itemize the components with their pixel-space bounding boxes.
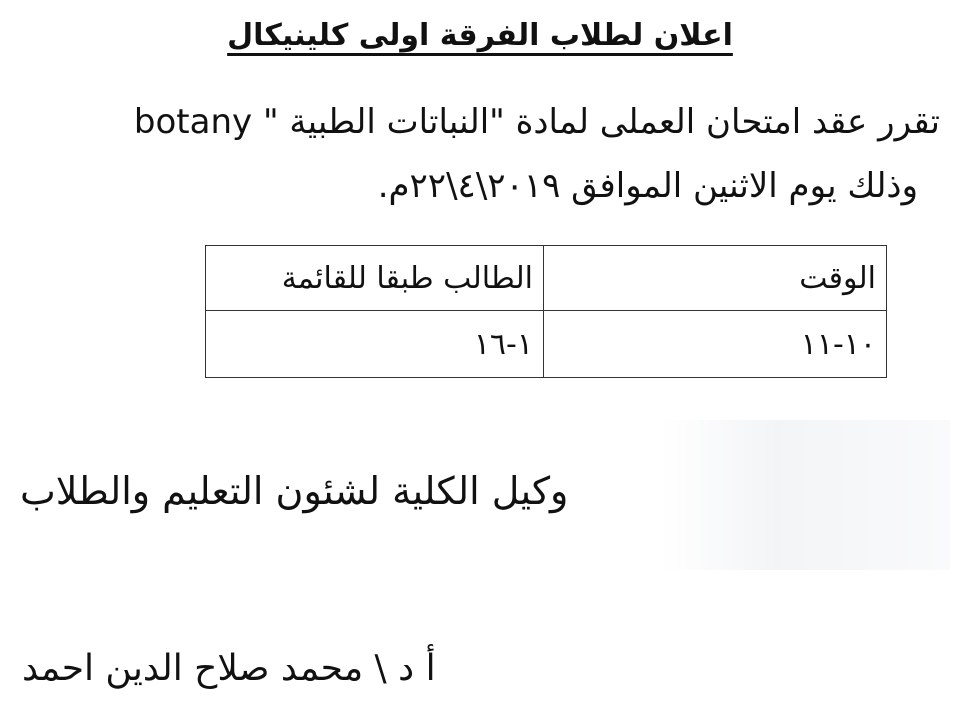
header-students: الطالب طبقا للقائمة [206, 246, 544, 311]
announcement-line-1: تقرر عقد امتحان العملى لمادة "النباتات الطبية " botany [133, 102, 940, 142]
header-time: الوقت [544, 246, 887, 311]
cell-time: ١٠-١١ [544, 311, 887, 378]
scan-smudge [660, 420, 950, 570]
table-row [206, 311, 887, 378]
announcement-title-text: اعلان لطلاب الفرقة اولى كلينيكال [227, 18, 733, 53]
announcement-line-2: وذلك يوم الاثنين الموافق ٢٠١٩\٤\٢٢م. [377, 166, 918, 206]
announcement-title [160, 12, 800, 60]
signature-name: أ د \ محمد صلاح الدين احمد [22, 648, 436, 689]
table-header-row [206, 246, 887, 311]
signature-position: وكيل الكلية لشئون التعليم والطلاب [20, 469, 569, 513]
exam-schedule-table [205, 245, 887, 378]
cell-students: ١-١٦ [206, 311, 544, 378]
